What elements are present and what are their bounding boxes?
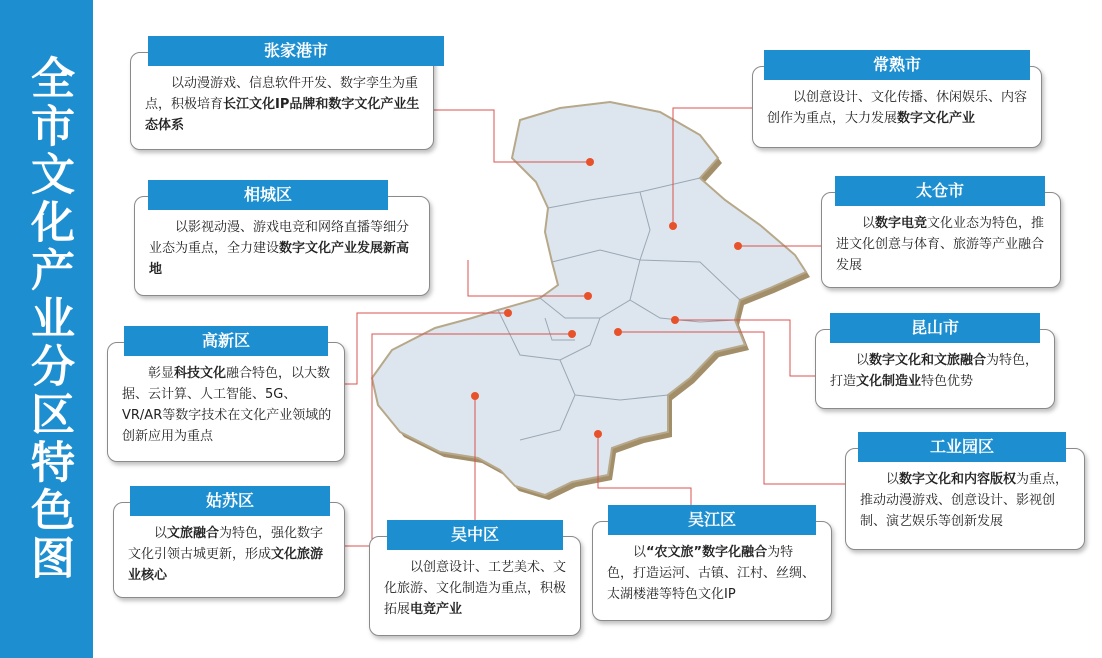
highlight-text: 数字文化产业 — [897, 111, 976, 126]
district-name: 吴江区 — [608, 505, 816, 535]
desc-text: 以 — [886, 472, 900, 487]
desc-text: 以动漫游戏、信息软件开发、数字孪生为重点，积极培育 — [145, 76, 419, 112]
district-desc — [113, 502, 345, 598]
dot-zhangjiagang — [586, 158, 594, 166]
district-name: 昆山市 — [830, 313, 1040, 343]
desc-text: 为特色，打造 — [830, 353, 1039, 389]
district-desc — [845, 448, 1085, 550]
dot-gaoxin — [504, 309, 512, 317]
desc-text: 文化业态为特色，推进文化创意与体育、旅游等产业融合发展 — [836, 216, 1045, 273]
dot-changshu — [669, 222, 677, 230]
district-name: 张家港市 — [148, 36, 444, 66]
district-desc — [369, 536, 581, 636]
desc-text: 以影视动漫、游戏电竞和网络直播等细分业态为重点，全力建设 — [149, 220, 410, 256]
desc-text: 为特色，打造运河、古镇、江村、丝绸、太湖楼港等特色文化IP — [607, 545, 816, 602]
desc-text: 融合特色，以大数据、云计算、人工智能、5G、VR/AR等数字技术在文化产业领域的创新应用为重点 — [122, 366, 332, 444]
district-name: 工业园区 — [858, 432, 1066, 462]
district-desc — [107, 342, 345, 462]
highlight-text: 电竞产业 — [410, 602, 463, 617]
district-desc — [821, 192, 1061, 288]
desc-text: 以 — [633, 545, 647, 560]
desc-text: 以 — [856, 353, 870, 368]
dot-taicang — [734, 242, 742, 250]
highlight-text: 数字文化产业发展新高地 — [149, 241, 410, 277]
district-desc — [134, 196, 430, 296]
desc-text: 以 — [154, 526, 168, 541]
desc-text: 以 — [862, 216, 876, 231]
desc-text: 为重点，推动动漫游戏、创意设计、影视创制、演艺娱乐等创新发展 — [860, 472, 1069, 529]
highlight-text: 文化旅游业核心 — [128, 547, 324, 583]
highlight-text: 文化制造业 — [856, 374, 922, 389]
district-name: 太仓市 — [835, 176, 1045, 206]
highlight-text: “农文旅”数字化融合 — [646, 545, 768, 560]
district-name: 高新区 — [124, 326, 328, 356]
district-name: 姑苏区 — [130, 486, 330, 516]
district-name: 相城区 — [148, 180, 388, 210]
highlight-text: 文旅融合 — [167, 526, 220, 541]
district-desc — [592, 521, 832, 621]
highlight-text: 长江文化IP品牌和数字文化产业生态体系 — [145, 97, 420, 133]
dot-gongyeyuan — [614, 328, 622, 336]
highlight-text: 数字文化和内容版权 — [899, 472, 1017, 487]
highlight-text: 科技文化 — [174, 366, 227, 381]
dot-kunshan — [671, 316, 679, 324]
highlight-text: 数字电竞 — [875, 216, 928, 231]
dot-wuzhong — [471, 392, 479, 400]
dot-xiangcheng — [584, 292, 592, 300]
desc-text: 以创意设计、工艺美术、文化旅游、文化制造为重点，积极拓展 — [384, 560, 567, 617]
district-name: 常熟市 — [764, 50, 1030, 80]
desc-text: 彰显 — [148, 366, 175, 381]
desc-text: 特色优势 — [921, 374, 974, 389]
dot-gusu — [568, 330, 576, 338]
district-name: 吴中区 — [387, 520, 563, 550]
district-desc — [130, 52, 434, 150]
page-title: 全市文化产业分区特色图 — [23, 55, 74, 583]
highlight-text: 数字文化和文旅融合 — [869, 353, 987, 368]
desc-text: 以创意设计、文化传播、休闲娱乐、内容创作为重点，大力发展 — [767, 90, 1028, 126]
dot-wujiang — [594, 430, 602, 438]
desc-text: 为特色，强化数字文化引领古城更新，形成 — [128, 526, 324, 562]
